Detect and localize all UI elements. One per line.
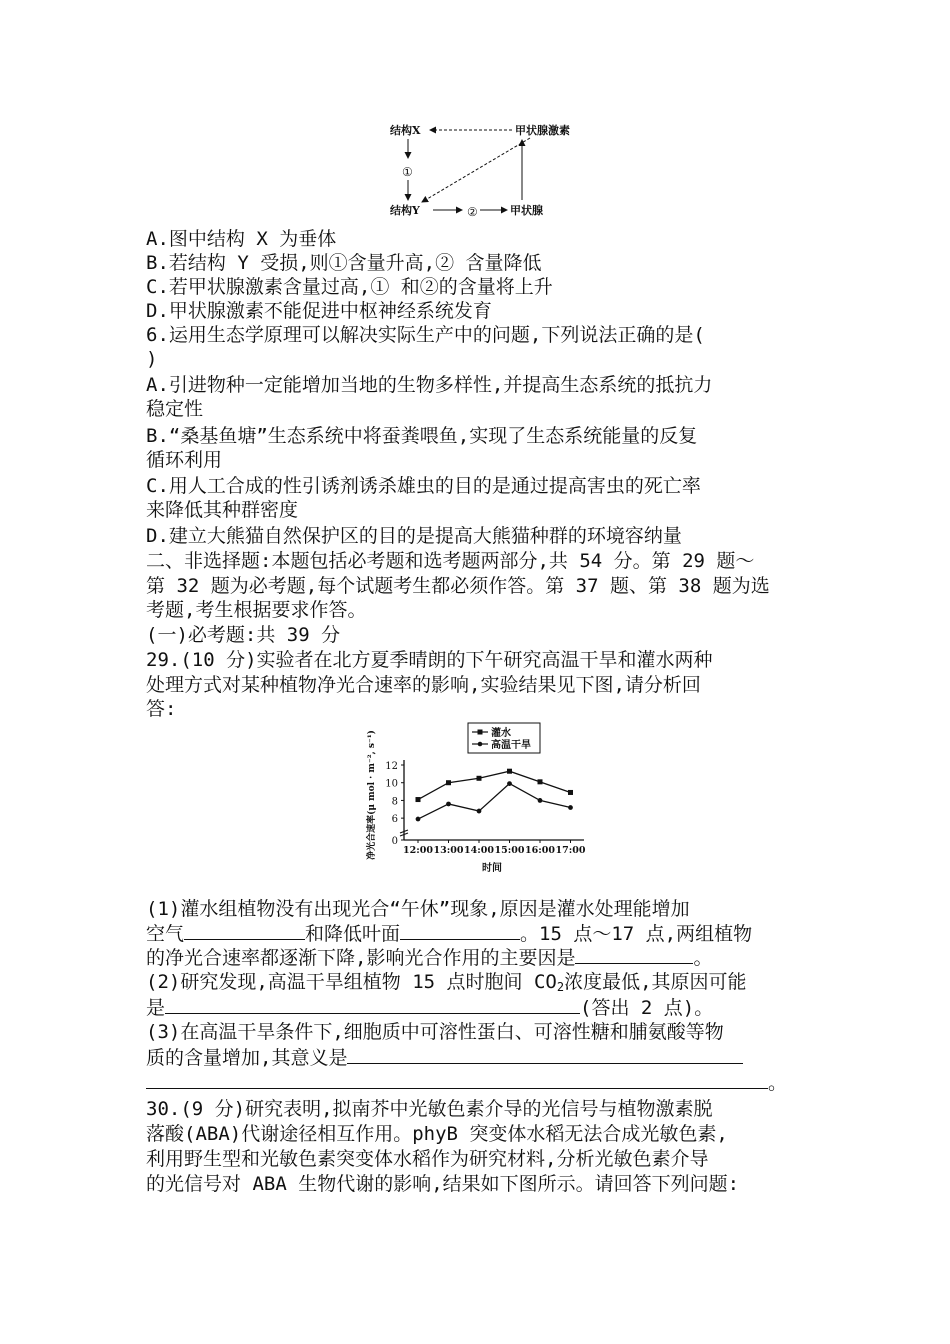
q29-p2-line2 [146, 995, 713, 1020]
q5-option-c: C.若甲状腺激素含量过高,① 和②的含量将上升 [146, 276, 553, 298]
q6-option-c-cont: 来降低其种群密度 [146, 499, 299, 521]
answer-blank-3[interactable] [575, 945, 693, 964]
q29-p1-line3 [146, 945, 712, 970]
node-structure-y: 结构Y [390, 204, 420, 217]
data-point-circle [568, 805, 573, 810]
legend-label-2: 高温干旱 [491, 740, 531, 751]
q29-line1: 29.(10 分)实验者在北方夏季晴朗的下午研究高温干旱和灌水两种 [146, 649, 713, 671]
data-point-square [446, 780, 451, 785]
label-1: ① [402, 165, 413, 179]
node-thyroid-hormone: 甲状腺激素 [515, 124, 570, 137]
x-axis-label: 时间 [482, 863, 502, 874]
net-photosynthesis-chart [360, 715, 590, 880]
data-point-square [538, 779, 543, 784]
x-tick-label: 12:00 [403, 845, 433, 856]
data-point-circle [446, 802, 451, 807]
data-point-square [507, 769, 512, 774]
q30-line1: 30.(9 分)研究表明,拟南芥中光敏色素介导的光信号与植物激素脱 [146, 1098, 713, 1120]
dashed-arrow-hormone-to-y [422, 138, 530, 202]
answer-blank-5[interactable] [347, 1045, 743, 1064]
q30-line2: 落酸(ABA)代谢途径相互作用。phyB 突变体水稻无法合成光敏色素, [146, 1123, 728, 1145]
q29-p1-l2c: 。15 点～17 点,两组植物 [520, 923, 753, 945]
q6-option-c: C.用人工合成的性引诱剂诱杀雄虫的目的是通过提高害虫的死亡率 [146, 475, 701, 497]
legend-label-1: 灌水 [491, 728, 511, 739]
answer-blank-1[interactable] [184, 921, 305, 940]
q29-p1-l2a: 空气 [146, 923, 185, 945]
label-2: ② [467, 205, 478, 219]
co2-subscript: 2 [556, 980, 565, 994]
q6-option-b: B.“桑基鱼塘”生态系统中将蚕粪喂鱼,实现了生态系统能量的反复 [146, 425, 698, 447]
q5-option-a: A.图中结构 X 为垂体 [146, 228, 337, 250]
y-tick-label: 10 [385, 778, 398, 790]
y-tick-label: 6 [391, 814, 398, 826]
q29-p2-l2a: 是 [146, 997, 166, 1019]
x-tick-label: 16:00 [525, 845, 555, 856]
q6-option-a: A.引进物种一定能增加当地的生物多样性,并提高生态系统的抵抗力 [146, 374, 713, 396]
q29-p2-l2b: (答出 2 点)。 [580, 997, 714, 1019]
data-point-circle [507, 781, 512, 786]
q29-p1-line1: (1)灌水组植物没有出现光合“午休”现象,原因是灌水处理能增加 [146, 898, 690, 920]
q29-p3-line1: (3)在高温干旱条件下,细胞质中可溶性蛋白、可溶性糖和脯氨酸等物 [146, 1021, 724, 1043]
q5-option-d: D.甲状腺激素不能促进中枢神经系统发育 [146, 300, 492, 322]
data-point-square [477, 776, 482, 781]
section2-line3: 考题,考生根据要求作答。 [146, 599, 367, 621]
node-thyroid: 甲状腺 [510, 204, 543, 217]
hormone-regulation-diagram [380, 118, 600, 223]
q29-p2-l1b: 浓度最低,其原因可能 [564, 971, 747, 993]
x-tick-label: 13:00 [433, 845, 464, 856]
q29-p3-line3 [146, 1070, 787, 1095]
section2-line1: 二、非选择题:本题包括必考题和选考题两部分,共 54 分。第 29 题～ [146, 550, 755, 572]
data-point-circle [416, 817, 421, 822]
x-tick-label: 15:00 [494, 845, 525, 856]
section2-line4: (一)必考题:共 39 分 [146, 624, 341, 646]
q30-line3: 利用野生型和光敏色素突变体水稻作为研究材料,分析光敏色素介导 [146, 1148, 709, 1170]
section2-line2: 第 32 题为必考题,每个试题考生都必须作答。第 37 题、第 38 题为选 [146, 575, 770, 597]
answer-blank-6[interactable] [146, 1070, 768, 1089]
series-line-2 [418, 784, 571, 819]
q5-option-b: B.若结构 Y 受损,则①含量升高,② 含量降低 [146, 252, 542, 274]
x-tick-label: 14:00 [464, 845, 494, 856]
q29-p1-l3b: 。 [693, 947, 713, 969]
q29-p3-l3: 。 [768, 1072, 788, 1094]
q6-stem: 6.运用生态学原理可以解决实际生产中的问题,下列说法正确的是( [146, 324, 705, 346]
q29-p1-line2 [146, 921, 752, 946]
q29-p3-l2: 质的含量增加,其意义是 [146, 1047, 348, 1069]
q6-stem-cont: ) [146, 348, 158, 370]
q29-p1-l2b: 和降低叶面 [305, 923, 401, 945]
data-point-circle [538, 798, 543, 803]
answer-blank-4[interactable] [165, 995, 580, 1014]
data-point-square [416, 797, 421, 802]
data-point-square [568, 790, 573, 795]
y-tick-label: 8 [391, 796, 398, 808]
data-point-circle [477, 809, 482, 814]
q6-option-a-cont: 稳定性 [146, 398, 204, 420]
q29-line3: 答: [146, 698, 177, 720]
q29-p2-l1a: (2)研究发现,高温干旱组植物 15 点时胞间 CO [146, 971, 557, 993]
answer-blank-2[interactable] [400, 921, 520, 940]
node-structure-x: 结构X [390, 124, 421, 137]
y-tick-label: 0 [391, 836, 398, 847]
series-line-1 [418, 771, 571, 799]
legend-marker-square [478, 730, 483, 735]
y-tick-label: 12 [385, 761, 398, 772]
q6-option-b-cont: 循环利用 [146, 449, 223, 471]
q30-line4: 的光信号对 ABA 生物代谢的影响,结果如下图所示。请回答下列问题: [146, 1173, 740, 1195]
x-tick-label: 17:00 [555, 845, 586, 856]
q6-option-d: D.建立大熊猫自然保护区的目的是提高大熊猫种群的环境容纳量 [146, 525, 682, 547]
q29-p1-l3a: 的净光合速率都逐渐下降,影响光合作用的主要因是 [146, 947, 576, 969]
q29-line2: 处理方式对某种植物净光合速率的影响,实验结果见下图,请分析回 [146, 674, 701, 696]
y-axis-label: 净光合速率(μ mol · m⁻², s⁻¹) [367, 730, 377, 860]
q29-p3-line2 [146, 1045, 743, 1070]
legend-marker-circle [478, 742, 483, 747]
